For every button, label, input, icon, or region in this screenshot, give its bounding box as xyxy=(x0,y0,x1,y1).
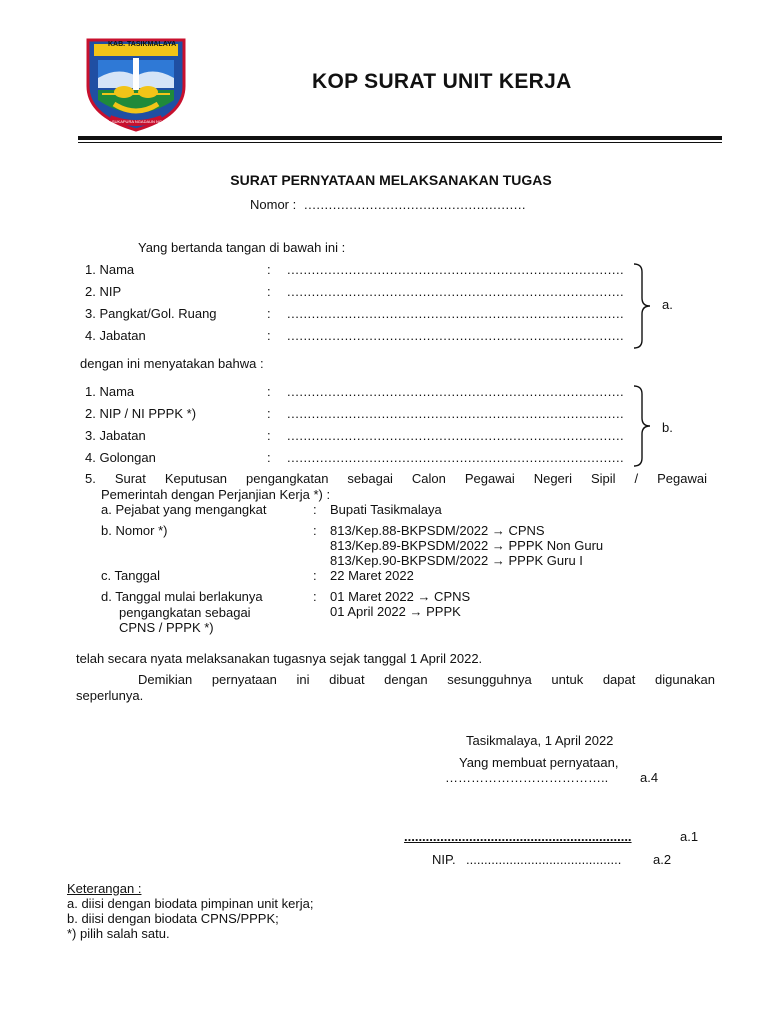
fill-line: .................................................................................. xyxy=(287,384,625,399)
fill-line: .................................................................................. xyxy=(287,262,625,277)
letterhead-divider-thin xyxy=(78,142,722,143)
mark-a1: a.1 xyxy=(680,829,699,844)
brace-a-icon xyxy=(632,262,654,350)
document-title: SURAT PERNYATAAN MELAKSANAKAN TUGAS xyxy=(230,172,552,188)
colon: : xyxy=(267,306,271,321)
colon: : xyxy=(313,523,317,538)
fill-line: .................................................................................. xyxy=(287,406,625,421)
item5-b-label: b. Nomor *) xyxy=(101,523,168,538)
section-b-item: 4. Golongan xyxy=(85,450,156,465)
letterhead-divider-thick xyxy=(78,136,722,140)
item5-line2: Pemerintah dengan Perjanjian Kerja *) : xyxy=(101,487,331,502)
item5-b-value: 813/Kep.90-BKPSDM/2022 → PPPK Guru I xyxy=(330,553,583,568)
regency-logo xyxy=(80,34,192,132)
item5-d-label: d. Tanggal mulai berlakunya xyxy=(101,589,263,604)
notes-item: a. diisi dengan biodata pimpinan unit kerja; xyxy=(67,896,314,911)
colon: : xyxy=(313,589,317,604)
fill-line: .................................................................................. xyxy=(287,328,625,343)
colon: : xyxy=(313,568,317,583)
colon: : xyxy=(267,262,271,277)
notes-item: b. diisi dengan biodata CPNS/PPPK; xyxy=(67,911,279,926)
colon: : xyxy=(267,406,271,421)
fill-line: .................................................................................. xyxy=(287,428,625,443)
colon: : xyxy=(267,450,271,465)
nip-dots: ........................................... xyxy=(466,852,622,867)
section-b-mark: b. xyxy=(662,420,673,435)
signature-maker: Yang membuat pernyataan, xyxy=(459,755,619,770)
item5-d-label: CPNS / PPPK *) xyxy=(119,620,214,635)
logo-text-top: KAB. TASIKMALAYA xyxy=(108,41,177,48)
colon: : xyxy=(267,384,271,399)
closing-text: telah secara nyata melaksanakan tugasnya sejak tanggal 1 April 2022. xyxy=(76,651,483,666)
logo-text-bottom: SUKAPURA NGADAUN NGORA xyxy=(112,119,171,124)
item5-c-label: c. Tanggal xyxy=(101,568,161,583)
item5-d-label: pengangkatan sebagai xyxy=(119,605,251,620)
item5-d-value: 01 Maret 2022 → CPNS xyxy=(330,589,471,604)
signature-dots: ……………………………….. xyxy=(445,770,609,785)
section-b-item: 3. Jabatan xyxy=(85,428,146,443)
statement-text: dengan ini menyatakan bahwa : xyxy=(80,356,264,371)
item5-d-value: 01 April 2022 → PPPK xyxy=(330,604,461,619)
signature-place-date: Tasikmalaya, 1 April 2022 xyxy=(466,733,614,748)
section-a-item: 2. NIP xyxy=(85,284,122,299)
notes-item: *) pilih salah satu. xyxy=(67,926,170,941)
item5-c-value: 22 Maret 2022 xyxy=(330,568,414,583)
colon: : xyxy=(267,428,271,443)
colon: : xyxy=(313,502,317,517)
brace-b-icon xyxy=(632,384,654,468)
closing-text-3: seperlunya. xyxy=(76,688,144,703)
item5-b-value: 813/Kep.88-BKPSDM/2022 → CPNS xyxy=(330,523,545,538)
nip-label: NIP. xyxy=(432,852,456,867)
item5-a-value: Bupati Tasikmalaya xyxy=(330,502,442,517)
nomor-label: Nomor : xyxy=(250,197,297,212)
section-b-item: 1. Nama xyxy=(85,384,135,399)
intro-text: Yang bertanda tangan di bawah ini : xyxy=(138,240,346,255)
section-a-item: 3. Pangkat/Gol. Ruang xyxy=(85,306,217,321)
item5-a-label: a. Pejabat yang mengangkat xyxy=(101,502,267,517)
notes-title: Keterangan : xyxy=(67,881,142,896)
section-b-item: 2. NIP / NI PPPK *) xyxy=(85,406,197,421)
fill-line: .................................................................................. xyxy=(287,306,625,321)
nomor-dots: ...................................................... xyxy=(304,197,527,212)
signature-name-line: ............................................................... xyxy=(404,829,632,844)
letterhead-title: KOP SURAT UNIT KERJA xyxy=(312,70,572,93)
colon: : xyxy=(267,328,271,343)
mark-a4: a.4 xyxy=(640,770,659,785)
closing-text-2: Demikian pernyataan ini dibuat dengan sesungguhnya untuk dapat digunakan xyxy=(138,672,715,687)
fill-line: .................................................................................. xyxy=(287,284,625,299)
mark-a2: a.2 xyxy=(653,852,672,867)
item5-line1: 5. Surat Keputusan pengangkatan sebagai Calon Pegawai Negeri Sipil / Pegawai xyxy=(85,471,707,486)
section-a-mark: a. xyxy=(662,297,673,312)
section-a-item: 1. Nama xyxy=(85,262,135,277)
item5-b-value: 813/Kep.89-BKPSDM/2022 → PPPK Non Guru xyxy=(330,538,604,553)
colon: : xyxy=(267,284,271,299)
fill-line: .................................................................................. xyxy=(287,450,625,465)
section-a-item: 4. Jabatan xyxy=(85,328,146,343)
